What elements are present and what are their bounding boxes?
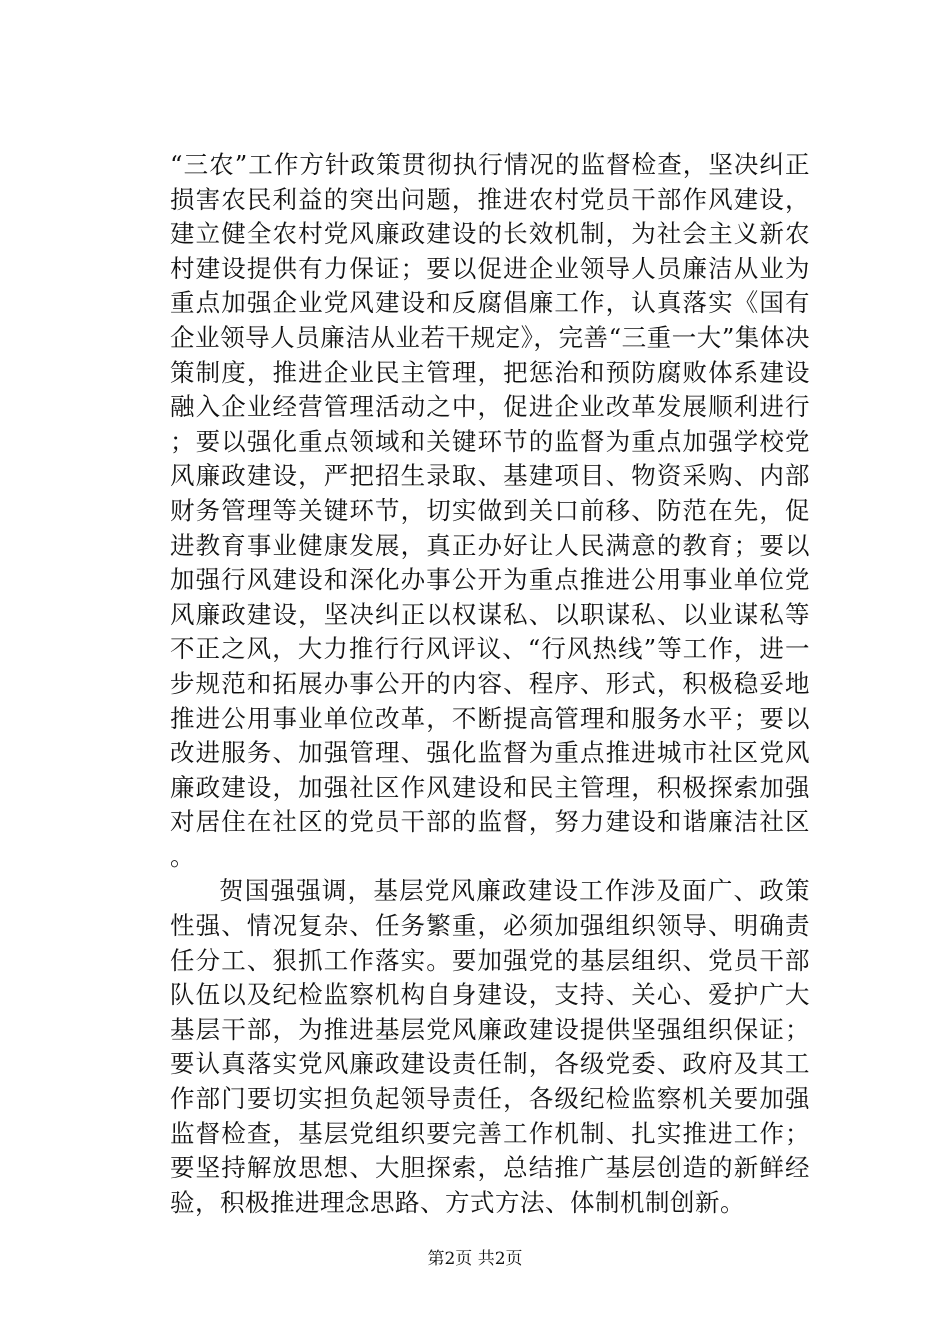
page-number-footer: 第2页 共2页 bbox=[427, 1249, 523, 1269]
document-body bbox=[170, 148, 810, 1220]
paragraph-continuation: “三农”工作方针政策贯彻执行情况的监督检查，坚决纠正损害农民利益的突出问题，推进农村党员干部作风建设，建立健全农村党风廉政建设的长效机制，为社会主义新农村建设提供有力保证；要以促进企业领导人员廉洁从业为重点加强企业党风建设和反腐倡廉工作，认真落实《国有企业领导人员廉洁从业若干规定》，完善“三重一大”集体决策制度，推进企业民主管理，把惩治和预防腐败体系建设融入企业经营管理活动之中，促进企业改革发展顺利进行；要以强化重点领域和关键环节的监督为重点加强学校党风廉政建设，严把招生录取、基建项目、物资采购、内部财务管理等关键环节，切实做到关口前移、防范在先，促进教育事业健康发展，真正办好让人民满意的教育；要以加强行风建设和深化办事公开为重点推进公用事业单位党风廉政建设，坚决纠正以权谋私、以职谋私、以业谋私等不正之风，大力推行行风评议、“行风热线”等工作，进一步规范和拓展办事公开的内容、程序、形式，积极稳妥地推进公用事业单位改革，不断提高管理和服务水平；要以改进服务、加强管理、强化监督为重点推进城市社区党风廉政建设，加强社区作风建设和民主管理，积极探索加强对居住在社区的党员干部的监督，努力建设和谐廉洁社区。 bbox=[170, 150, 810, 871]
paragraph-he-guoqiang: 贺国强强调，基层党风廉政建设工作涉及面广、政策性强、情况复杂、任务繁重，必须加强组织领导、明确责任分工、狠抓工作落实。要加强党的基层组织、党员干部队伍以及纪检监察机构自身建设，支持、关心、爱护广大基层干部，为推进基层党风廉政建设提供坚强组织保证；要认真落实党风廉政建设责任制，各级党委、政府及其工作部门要切实担负起领导责任，各级纪检监察机关要加强监督检查，基层党组织要完善工作机制、扎实推进工作；要坚持解放思想、大胆探索，总结推广基层创造的新鲜经验，积极推进理念思路、方式方法、体制机制创新。 bbox=[170, 876, 810, 1217]
